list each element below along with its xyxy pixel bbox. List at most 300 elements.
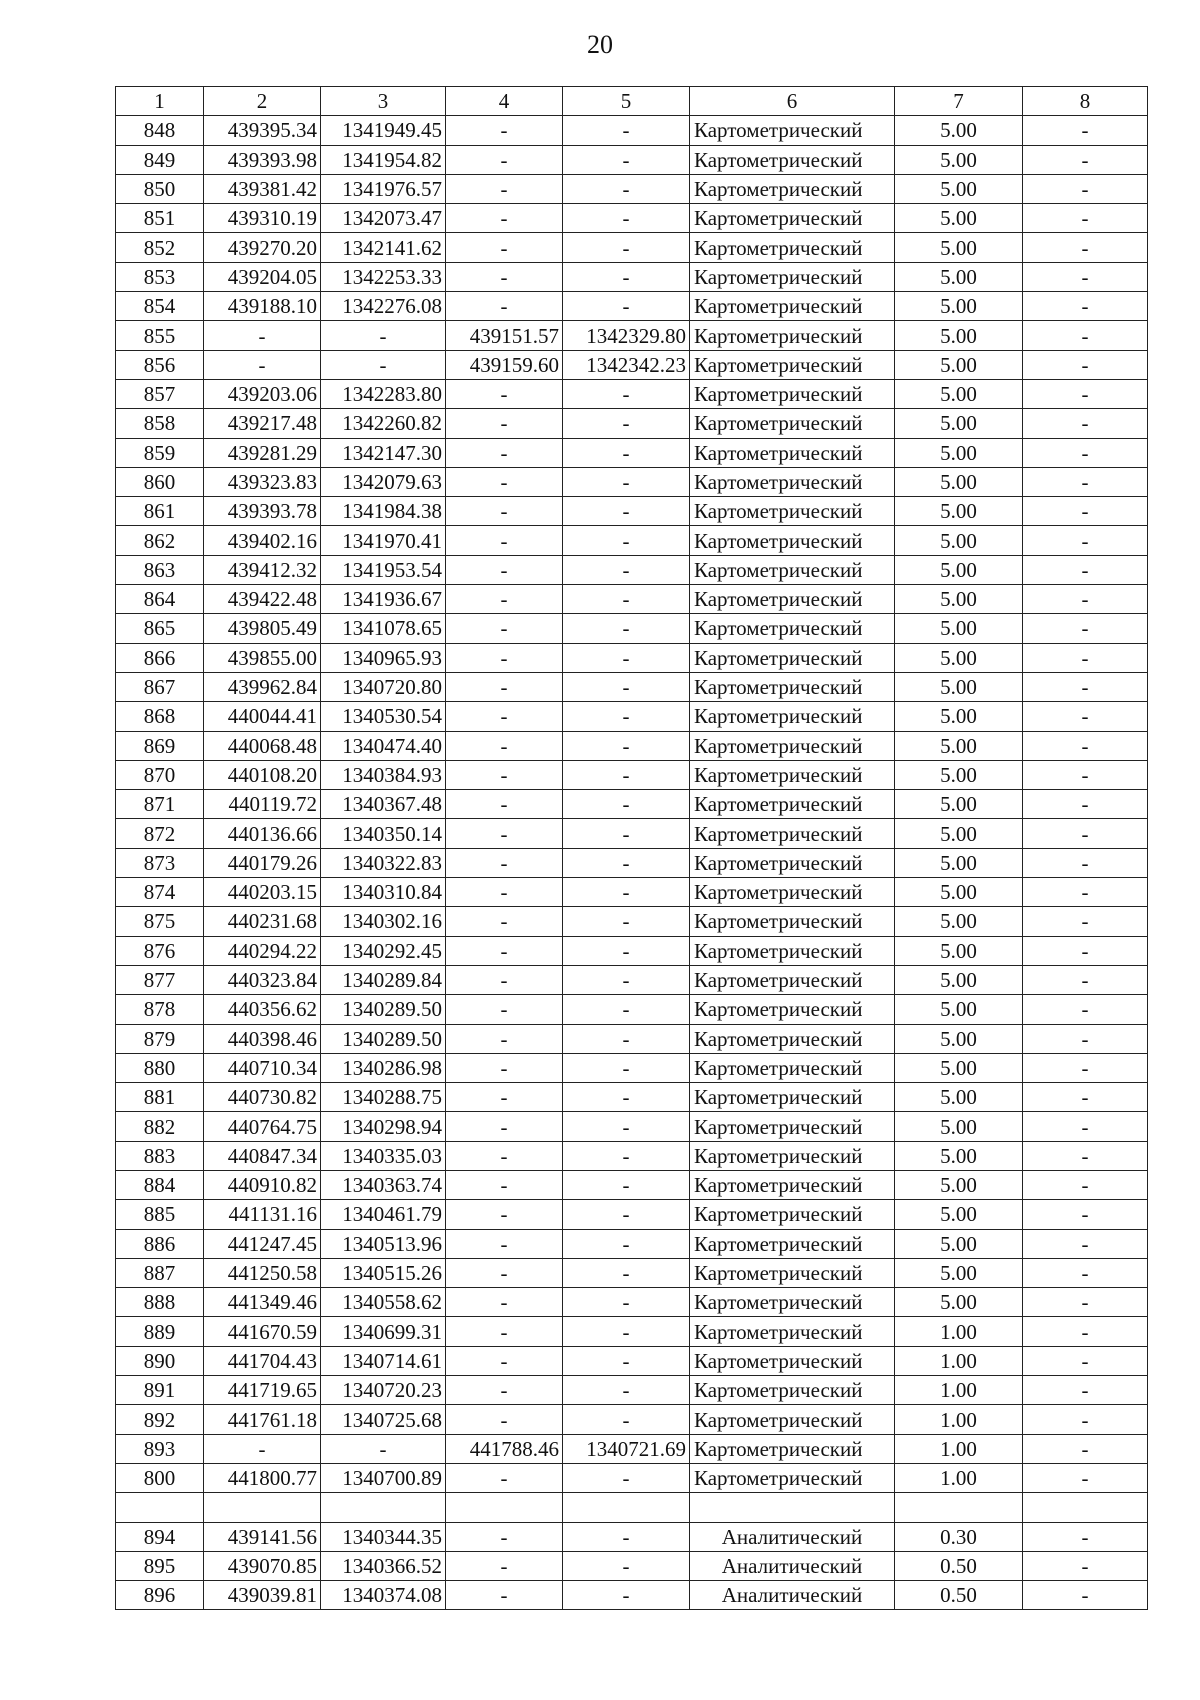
x-coordinate-cell bbox=[204, 1493, 321, 1522]
y-coordinate-cell: 1340310.84 bbox=[321, 878, 446, 907]
accuracy-cell: 5.00 bbox=[895, 438, 1023, 467]
note-cell: - bbox=[1023, 819, 1148, 848]
table-row bbox=[116, 1229, 1148, 1258]
point-number-cell: 864 bbox=[116, 585, 204, 614]
table-row bbox=[116, 1463, 1148, 1492]
point-number-cell: 896 bbox=[116, 1581, 204, 1610]
y-coordinate-cell: 1340335.03 bbox=[321, 1141, 446, 1170]
note-cell: - bbox=[1023, 995, 1148, 1024]
table-row bbox=[116, 702, 1148, 731]
table-row bbox=[116, 1141, 1148, 1170]
note-cell: - bbox=[1023, 350, 1148, 379]
table-row bbox=[116, 819, 1148, 848]
new-y-coordinate-cell: - bbox=[563, 614, 690, 643]
accuracy-cell: 5.00 bbox=[895, 292, 1023, 321]
note-cell: - bbox=[1023, 936, 1148, 965]
x-coordinate-cell: 439204.05 bbox=[204, 262, 321, 291]
accuracy-cell bbox=[895, 1493, 1023, 1522]
table-row bbox=[116, 790, 1148, 819]
x-coordinate-cell: 440764.75 bbox=[204, 1112, 321, 1141]
accuracy-cell: 0.50 bbox=[895, 1581, 1023, 1610]
new-y-coordinate-cell: - bbox=[563, 497, 690, 526]
new-y-coordinate-cell: - bbox=[563, 1229, 690, 1258]
accuracy-cell: 5.00 bbox=[895, 760, 1023, 789]
new-x-coordinate-cell: - bbox=[446, 643, 563, 672]
table-body bbox=[116, 116, 1148, 1610]
accuracy-cell: 5.00 bbox=[895, 790, 1023, 819]
new-x-coordinate-cell: - bbox=[446, 878, 563, 907]
accuracy-cell: 5.00 bbox=[895, 1200, 1023, 1229]
note-cell: - bbox=[1023, 555, 1148, 584]
y-coordinate-cell: - bbox=[321, 1434, 446, 1463]
point-number-cell: 800 bbox=[116, 1463, 204, 1492]
table-row bbox=[116, 731, 1148, 760]
y-coordinate-cell: 1340289.84 bbox=[321, 965, 446, 994]
new-x-coordinate-cell: - bbox=[446, 848, 563, 877]
note-cell: - bbox=[1023, 1288, 1148, 1317]
note-cell: - bbox=[1023, 1317, 1148, 1346]
accuracy-cell: 5.00 bbox=[895, 819, 1023, 848]
method-cell: Картометрический bbox=[690, 409, 895, 438]
accuracy-cell: 5.00 bbox=[895, 174, 1023, 203]
method-cell: Картометрический bbox=[690, 321, 895, 350]
new-x-coordinate-cell: - bbox=[446, 497, 563, 526]
point-number-cell: 886 bbox=[116, 1229, 204, 1258]
x-coordinate-cell: 440294.22 bbox=[204, 936, 321, 965]
note-cell: - bbox=[1023, 1083, 1148, 1112]
column-header-7: 7 bbox=[895, 87, 1023, 116]
new-y-coordinate-cell: - bbox=[563, 1405, 690, 1434]
accuracy-cell: 5.00 bbox=[895, 497, 1023, 526]
accuracy-cell: 5.00 bbox=[895, 672, 1023, 701]
accuracy-cell: 0.50 bbox=[895, 1551, 1023, 1580]
column-header-8: 8 bbox=[1023, 87, 1148, 116]
accuracy-cell: 5.00 bbox=[895, 116, 1023, 145]
x-coordinate-cell: - bbox=[204, 321, 321, 350]
new-y-coordinate-cell: - bbox=[563, 292, 690, 321]
point-number-cell: 853 bbox=[116, 262, 204, 291]
method-cell: Картометрический bbox=[690, 614, 895, 643]
y-coordinate-cell: 1340344.35 bbox=[321, 1522, 446, 1551]
note-cell: - bbox=[1023, 409, 1148, 438]
point-number-cell: 849 bbox=[116, 145, 204, 174]
method-cell: Картометрический bbox=[690, 995, 895, 1024]
y-coordinate-cell: 1341984.38 bbox=[321, 497, 446, 526]
table-row bbox=[116, 1346, 1148, 1375]
x-coordinate-cell: 440119.72 bbox=[204, 790, 321, 819]
new-y-coordinate-cell: 1342329.80 bbox=[563, 321, 690, 350]
note-cell: - bbox=[1023, 1581, 1148, 1610]
new-x-coordinate-cell: - bbox=[446, 1200, 563, 1229]
accuracy-cell: 5.00 bbox=[895, 614, 1023, 643]
new-x-coordinate-cell: - bbox=[446, 555, 563, 584]
accuracy-cell: 5.00 bbox=[895, 585, 1023, 614]
new-x-coordinate-cell: - bbox=[446, 965, 563, 994]
accuracy-cell: 5.00 bbox=[895, 965, 1023, 994]
new-y-coordinate-cell: - bbox=[563, 174, 690, 203]
y-coordinate-cell: - bbox=[321, 321, 446, 350]
x-coordinate-cell: 439395.34 bbox=[204, 116, 321, 145]
new-y-coordinate-cell: - bbox=[563, 1053, 690, 1082]
table-row bbox=[116, 614, 1148, 643]
method-cell: Аналитический bbox=[690, 1551, 895, 1580]
new-y-coordinate-cell: - bbox=[563, 1288, 690, 1317]
point-number-cell: 876 bbox=[116, 936, 204, 965]
y-coordinate-cell: 1340302.16 bbox=[321, 907, 446, 936]
new-y-coordinate-cell: - bbox=[563, 438, 690, 467]
table-row bbox=[116, 848, 1148, 877]
table-row bbox=[116, 1405, 1148, 1434]
y-coordinate-cell: 1340292.45 bbox=[321, 936, 446, 965]
note-cell: - bbox=[1023, 1551, 1148, 1580]
note-cell: - bbox=[1023, 585, 1148, 614]
method-cell: Картометрический bbox=[690, 497, 895, 526]
x-coordinate-cell: 440179.26 bbox=[204, 848, 321, 877]
accuracy-cell: 5.00 bbox=[895, 702, 1023, 731]
point-number-cell: 873 bbox=[116, 848, 204, 877]
accuracy-cell: 5.00 bbox=[895, 1170, 1023, 1199]
note-cell: - bbox=[1023, 174, 1148, 203]
accuracy-cell: 5.00 bbox=[895, 467, 1023, 496]
x-coordinate-cell: 441761.18 bbox=[204, 1405, 321, 1434]
table-row bbox=[116, 292, 1148, 321]
note-cell: - bbox=[1023, 1024, 1148, 1053]
note-cell: - bbox=[1023, 526, 1148, 555]
method-cell: Картометрический bbox=[690, 174, 895, 203]
point-number-cell: 893 bbox=[116, 1434, 204, 1463]
note-cell: - bbox=[1023, 145, 1148, 174]
new-x-coordinate-cell bbox=[446, 1493, 563, 1522]
new-y-coordinate-cell: - bbox=[563, 116, 690, 145]
table-row bbox=[116, 204, 1148, 233]
table-row bbox=[116, 438, 1148, 467]
note-cell: - bbox=[1023, 292, 1148, 321]
new-y-coordinate-cell: 1340721.69 bbox=[563, 1434, 690, 1463]
new-x-coordinate-cell: - bbox=[446, 145, 563, 174]
x-coordinate-cell: 439412.32 bbox=[204, 555, 321, 584]
table-row bbox=[116, 526, 1148, 555]
point-number-cell: 874 bbox=[116, 878, 204, 907]
method-cell: Картометрический bbox=[690, 1434, 895, 1463]
table-row bbox=[116, 1200, 1148, 1229]
note-cell: - bbox=[1023, 702, 1148, 731]
x-coordinate-cell: 440068.48 bbox=[204, 731, 321, 760]
accuracy-cell: 5.00 bbox=[895, 262, 1023, 291]
point-number-cell: 885 bbox=[116, 1200, 204, 1229]
note-cell: - bbox=[1023, 116, 1148, 145]
method-cell: Картометрический bbox=[690, 350, 895, 379]
table-row bbox=[116, 1288, 1148, 1317]
accuracy-cell: 5.00 bbox=[895, 1141, 1023, 1170]
x-coordinate-cell: 439217.48 bbox=[204, 409, 321, 438]
table-row bbox=[116, 467, 1148, 496]
new-y-coordinate-cell: - bbox=[563, 848, 690, 877]
table-row bbox=[116, 233, 1148, 262]
method-cell: Картометрический bbox=[690, 585, 895, 614]
x-coordinate-cell: 440398.46 bbox=[204, 1024, 321, 1053]
new-y-coordinate-cell: - bbox=[563, 965, 690, 994]
x-coordinate-cell: 440323.84 bbox=[204, 965, 321, 994]
x-coordinate-cell: 439855.00 bbox=[204, 643, 321, 672]
new-x-coordinate-cell: - bbox=[446, 1522, 563, 1551]
method-cell: Картометрический bbox=[690, 1200, 895, 1229]
y-coordinate-cell: 1341954.82 bbox=[321, 145, 446, 174]
method-cell: Картометрический bbox=[690, 1112, 895, 1141]
accuracy-cell: 5.00 bbox=[895, 731, 1023, 760]
x-coordinate-cell: 440710.34 bbox=[204, 1053, 321, 1082]
x-coordinate-cell: 440231.68 bbox=[204, 907, 321, 936]
new-x-coordinate-cell: - bbox=[446, 790, 563, 819]
method-cell: Картометрический bbox=[690, 1024, 895, 1053]
y-coordinate-cell: 1340374.08 bbox=[321, 1581, 446, 1610]
column-header-6: 6 bbox=[690, 87, 895, 116]
x-coordinate-cell: 441704.43 bbox=[204, 1346, 321, 1375]
new-x-coordinate-cell: - bbox=[446, 585, 563, 614]
method-cell: Картометрический bbox=[690, 878, 895, 907]
accuracy-cell: 5.00 bbox=[895, 878, 1023, 907]
new-y-coordinate-cell: - bbox=[563, 936, 690, 965]
method-cell: Аналитический bbox=[690, 1581, 895, 1610]
note-cell: - bbox=[1023, 907, 1148, 936]
table-row bbox=[116, 907, 1148, 936]
method-cell: Картометрический bbox=[690, 1463, 895, 1492]
y-coordinate-cell: 1342253.33 bbox=[321, 262, 446, 291]
new-y-coordinate-cell: - bbox=[563, 1258, 690, 1287]
new-y-coordinate-cell: - bbox=[563, 1551, 690, 1580]
method-cell: Картометрический bbox=[690, 965, 895, 994]
accuracy-cell: 5.00 bbox=[895, 204, 1023, 233]
method-cell: Картометрический bbox=[690, 643, 895, 672]
table-row bbox=[116, 262, 1148, 291]
y-coordinate-cell: 1340289.50 bbox=[321, 995, 446, 1024]
point-number-cell: 851 bbox=[116, 204, 204, 233]
method-cell: Картометрический bbox=[690, 1405, 895, 1434]
new-y-coordinate-cell: - bbox=[563, 467, 690, 496]
y-coordinate-cell: 1342283.80 bbox=[321, 379, 446, 408]
x-coordinate-cell: 440910.82 bbox=[204, 1170, 321, 1199]
new-x-coordinate-cell: 439151.57 bbox=[446, 321, 563, 350]
y-coordinate-cell: 1341976.57 bbox=[321, 174, 446, 203]
note-cell: - bbox=[1023, 497, 1148, 526]
new-y-coordinate-cell: - bbox=[563, 262, 690, 291]
point-number-cell: 860 bbox=[116, 467, 204, 496]
note-cell: - bbox=[1023, 643, 1148, 672]
accuracy-cell: 5.00 bbox=[895, 145, 1023, 174]
accuracy-cell: 1.00 bbox=[895, 1346, 1023, 1375]
new-x-coordinate-cell: - bbox=[446, 467, 563, 496]
y-coordinate-cell: 1340700.89 bbox=[321, 1463, 446, 1492]
y-coordinate-cell: 1340286.98 bbox=[321, 1053, 446, 1082]
point-number-cell: 855 bbox=[116, 321, 204, 350]
x-coordinate-cell: 439203.06 bbox=[204, 379, 321, 408]
note-cell: - bbox=[1023, 1229, 1148, 1258]
y-coordinate-cell: 1342147.30 bbox=[321, 438, 446, 467]
new-y-coordinate-cell: - bbox=[563, 1170, 690, 1199]
method-cell: Картометрический bbox=[690, 731, 895, 760]
accuracy-cell: 5.00 bbox=[895, 1024, 1023, 1053]
new-y-coordinate-cell: - bbox=[563, 672, 690, 701]
method-cell: Картометрический bbox=[690, 1346, 895, 1375]
method-cell: Картометрический bbox=[690, 204, 895, 233]
x-coordinate-cell: 441670.59 bbox=[204, 1317, 321, 1346]
x-coordinate-cell: 441719.65 bbox=[204, 1376, 321, 1405]
method-cell: Картометрический bbox=[690, 379, 895, 408]
new-x-coordinate-cell: - bbox=[446, 1317, 563, 1346]
table-row bbox=[116, 1112, 1148, 1141]
note-cell: - bbox=[1023, 1463, 1148, 1492]
x-coordinate-cell: 440136.66 bbox=[204, 819, 321, 848]
table-row bbox=[116, 350, 1148, 379]
table-row bbox=[116, 1434, 1148, 1463]
column-header-5: 5 bbox=[563, 87, 690, 116]
point-number-cell: 877 bbox=[116, 965, 204, 994]
accuracy-cell: 5.00 bbox=[895, 526, 1023, 555]
new-y-coordinate-cell: 1342342.23 bbox=[563, 350, 690, 379]
accuracy-cell: 5.00 bbox=[895, 848, 1023, 877]
accuracy-cell: 5.00 bbox=[895, 233, 1023, 262]
note-cell: - bbox=[1023, 1405, 1148, 1434]
new-y-coordinate-cell bbox=[563, 1493, 690, 1522]
table-row bbox=[116, 1551, 1148, 1580]
note-cell: - bbox=[1023, 848, 1148, 877]
point-number-cell: 884 bbox=[116, 1170, 204, 1199]
new-x-coordinate-cell: - bbox=[446, 1141, 563, 1170]
x-coordinate-cell: 439393.98 bbox=[204, 145, 321, 174]
new-y-coordinate-cell: - bbox=[563, 1376, 690, 1405]
table-row bbox=[116, 672, 1148, 701]
x-coordinate-cell: 441131.16 bbox=[204, 1200, 321, 1229]
new-x-coordinate-cell: 439159.60 bbox=[446, 350, 563, 379]
y-coordinate-cell: 1341970.41 bbox=[321, 526, 446, 555]
x-coordinate-cell: 441800.77 bbox=[204, 1463, 321, 1492]
new-x-coordinate-cell: - bbox=[446, 1551, 563, 1580]
note-cell: - bbox=[1023, 1112, 1148, 1141]
table-row bbox=[116, 878, 1148, 907]
new-y-coordinate-cell: - bbox=[563, 145, 690, 174]
y-coordinate-cell: 1340530.54 bbox=[321, 702, 446, 731]
new-x-coordinate-cell: - bbox=[446, 204, 563, 233]
new-x-coordinate-cell: - bbox=[446, 526, 563, 555]
new-x-coordinate-cell: - bbox=[446, 1346, 563, 1375]
point-number-cell: 868 bbox=[116, 702, 204, 731]
method-cell: Картометрический bbox=[690, 760, 895, 789]
new-x-coordinate-cell: - bbox=[446, 262, 563, 291]
new-x-coordinate-cell: - bbox=[446, 1053, 563, 1082]
method-cell: Картометрический bbox=[690, 1083, 895, 1112]
y-coordinate-cell: 1340367.48 bbox=[321, 790, 446, 819]
point-number-cell: 871 bbox=[116, 790, 204, 819]
page-number: 20 bbox=[587, 30, 613, 59]
x-coordinate-cell: - bbox=[204, 1434, 321, 1463]
new-x-coordinate-cell: - bbox=[446, 292, 563, 321]
y-coordinate-cell: 1340461.79 bbox=[321, 1200, 446, 1229]
table-row bbox=[116, 995, 1148, 1024]
y-coordinate-cell: 1341953.54 bbox=[321, 555, 446, 584]
accuracy-cell: 5.00 bbox=[895, 907, 1023, 936]
point-number-cell: 880 bbox=[116, 1053, 204, 1082]
accuracy-cell: 5.00 bbox=[895, 379, 1023, 408]
accuracy-cell: 1.00 bbox=[895, 1463, 1023, 1492]
accuracy-cell: 1.00 bbox=[895, 1317, 1023, 1346]
y-coordinate-cell: 1341936.67 bbox=[321, 585, 446, 614]
note-cell: - bbox=[1023, 204, 1148, 233]
method-cell: Картометрический bbox=[690, 1258, 895, 1287]
new-x-coordinate-cell: - bbox=[446, 1288, 563, 1317]
note-cell: - bbox=[1023, 233, 1148, 262]
point-number-cell: 863 bbox=[116, 555, 204, 584]
new-y-coordinate-cell: - bbox=[563, 409, 690, 438]
new-y-coordinate-cell: - bbox=[563, 1346, 690, 1375]
new-y-coordinate-cell: - bbox=[563, 555, 690, 584]
column-header-4: 4 bbox=[446, 87, 563, 116]
new-x-coordinate-cell: - bbox=[446, 1581, 563, 1610]
point-number-cell: 881 bbox=[116, 1083, 204, 1112]
point-number-cell: 867 bbox=[116, 672, 204, 701]
point-number-cell: 852 bbox=[116, 233, 204, 262]
x-coordinate-cell: - bbox=[204, 350, 321, 379]
x-coordinate-cell: 439393.78 bbox=[204, 497, 321, 526]
note-cell: - bbox=[1023, 438, 1148, 467]
note-cell bbox=[1023, 1493, 1148, 1522]
y-coordinate-cell: 1340699.31 bbox=[321, 1317, 446, 1346]
new-y-coordinate-cell: - bbox=[563, 995, 690, 1024]
new-x-coordinate-cell: - bbox=[446, 819, 563, 848]
y-coordinate-cell: 1342260.82 bbox=[321, 409, 446, 438]
new-y-coordinate-cell: - bbox=[563, 1200, 690, 1229]
accuracy-cell: 5.00 bbox=[895, 995, 1023, 1024]
table-row bbox=[116, 1024, 1148, 1053]
new-y-coordinate-cell: - bbox=[563, 1317, 690, 1346]
x-coordinate-cell: 439962.84 bbox=[204, 672, 321, 701]
point-number-cell: 858 bbox=[116, 409, 204, 438]
method-cell: Картометрический bbox=[690, 702, 895, 731]
note-cell: - bbox=[1023, 321, 1148, 350]
note-cell: - bbox=[1023, 672, 1148, 701]
table-row bbox=[116, 1376, 1148, 1405]
new-y-coordinate-cell: - bbox=[563, 233, 690, 262]
method-cell: Картометрический bbox=[690, 672, 895, 701]
new-x-coordinate-cell: - bbox=[446, 1170, 563, 1199]
column-header-3: 3 bbox=[321, 87, 446, 116]
y-coordinate-cell: 1340288.75 bbox=[321, 1083, 446, 1112]
y-coordinate-cell: 1340558.62 bbox=[321, 1288, 446, 1317]
method-cell: Картометрический bbox=[690, 262, 895, 291]
new-x-coordinate-cell: - bbox=[446, 1024, 563, 1053]
point-number-cell: 857 bbox=[116, 379, 204, 408]
method-cell: Картометрический bbox=[690, 936, 895, 965]
table-row bbox=[116, 760, 1148, 789]
new-x-coordinate-cell: - bbox=[446, 1405, 563, 1434]
y-coordinate-cell: 1340384.93 bbox=[321, 760, 446, 789]
table-row bbox=[116, 643, 1148, 672]
new-x-coordinate-cell: - bbox=[446, 116, 563, 145]
method-cell: Картометрический bbox=[690, 292, 895, 321]
new-x-coordinate-cell: - bbox=[446, 936, 563, 965]
x-coordinate-cell: 439270.20 bbox=[204, 233, 321, 262]
method-cell: Картометрический bbox=[690, 1053, 895, 1082]
accuracy-cell: 5.00 bbox=[895, 1053, 1023, 1082]
new-x-coordinate-cell: - bbox=[446, 1229, 563, 1258]
x-coordinate-cell: 439141.56 bbox=[204, 1522, 321, 1551]
y-coordinate-cell: 1340298.94 bbox=[321, 1112, 446, 1141]
accuracy-cell: 1.00 bbox=[895, 1405, 1023, 1434]
new-y-coordinate-cell: - bbox=[563, 1083, 690, 1112]
table-row bbox=[116, 116, 1148, 145]
accuracy-cell: 5.00 bbox=[895, 1229, 1023, 1258]
table-row bbox=[116, 1083, 1148, 1112]
accuracy-cell: 0.30 bbox=[895, 1522, 1023, 1551]
accuracy-cell: 5.00 bbox=[895, 555, 1023, 584]
